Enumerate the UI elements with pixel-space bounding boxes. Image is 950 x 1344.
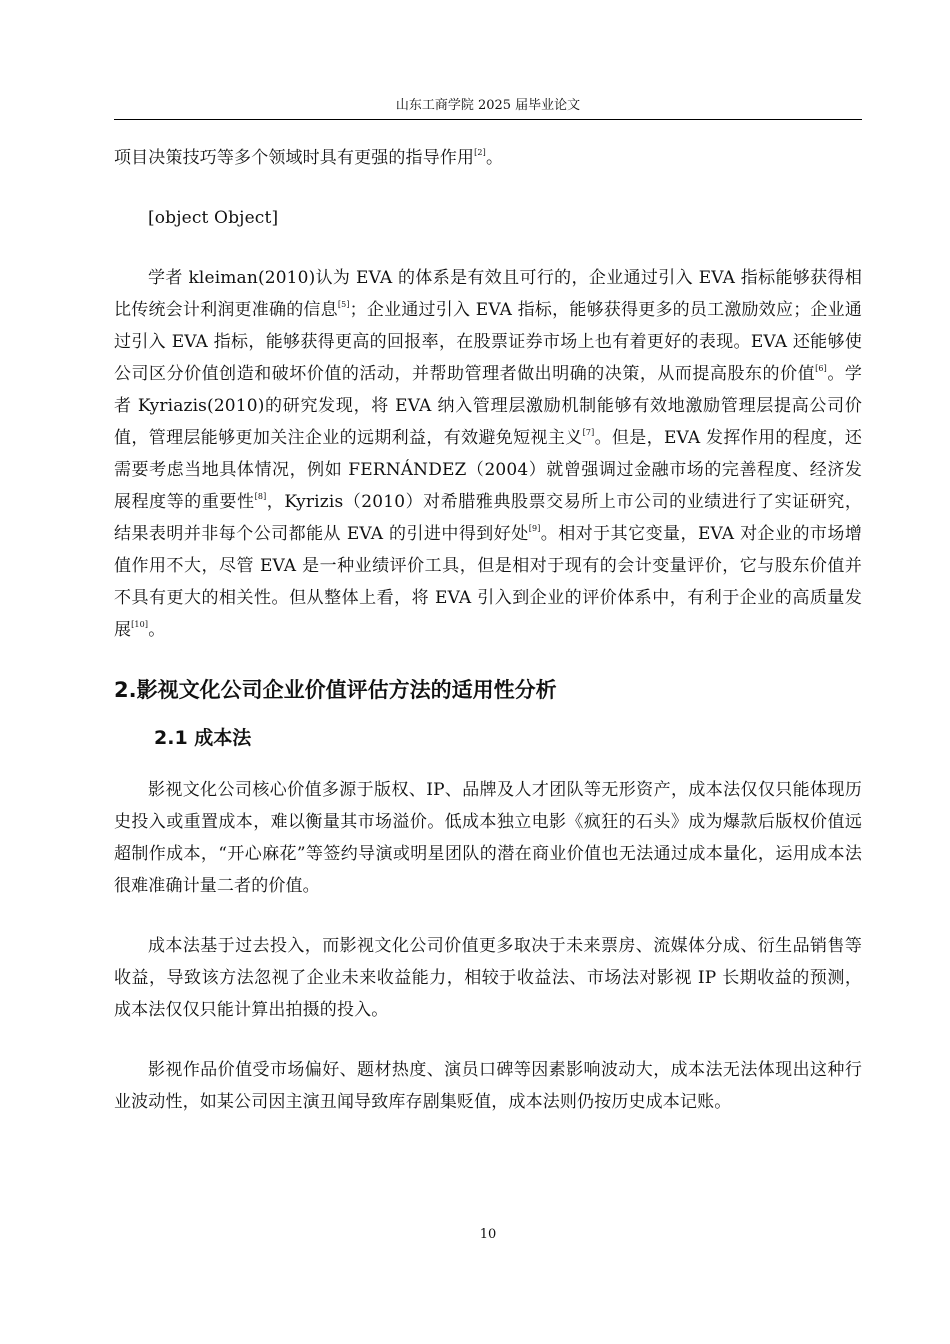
paragraph-text: 。但是，EVA 发挥作用的程度，还需要考虑当地具体情况，例如 FERNÁNDEZ（2004）就曾强调过金融市场的完善程度、经济发展程度等的重要性 [114,428,862,512]
paragraph-text: 。相对于其它变量，EVA 对企业的市场增值作用不大，尽管 EVA 是一种业绩评价工具，但是相对于现有的会计变量评价，它与股东价值并不具有更大的相关性。但从整体上看，将 EVA 引入到企业的评价体系中，有利于企业的高质量发展 [114,524,862,640]
section-heading: 2.影视文化公司企业价值评估方法的适用性分析 [114,678,557,702]
paragraph-future-income: 成本法基于过去投入，而影视文化公司价值更多取决于未来票房、流媒体分成、衍生品销售等收益，导致该方法忽视了企业未来收益能力，相较于收益法、市场法对影视 IP 长期收益的预测，成本法仅仅只能计算出拍摄的投入。 [114,936,862,1020]
citation-ref[interactable]: [5] [337,300,350,309]
page-number: 10 [479,1227,497,1242]
citation-ref[interactable]: [6] [815,364,827,373]
paragraph-text: 。学者 Kyriazis(2010)的研究发现，将 EVA 纳入管理层激励机制能够有效地激励管理层提高公司价值，管理层能够更加关注企业的远期利益，有效避免短视主义 [114,364,862,448]
citation-ref[interactable]: [9] [528,524,541,533]
citation-ref[interactable]: [2] [474,148,486,157]
paragraph-text: 。 [148,620,166,640]
paragraph-text: 学者 kleiman(2010)认为 EVA 的体系是有效且可行的，企业通过引入 EVA 指标能够获得相比传统会计利润更准确的信息 [114,268,862,320]
paragraph-text: ，Kyrizis（2010）对希腊雅典股票交易所上市公司的业绩进行了实证研究，结果表明并非每个公司都能从 EVA 的引进中得到好处 [114,492,863,544]
header-rule [114,119,862,120]
citation-ref[interactable]: [8] [254,492,267,501]
paragraph-text: 项目决策技巧等多个领域时具有更强的指导作用 [114,148,475,168]
page-header: 山东工商学院 2025 届毕业论文 [395,98,581,113]
paragraph-literature-review [114,262,862,646]
subsection-heading: 2.1 成本法 [154,727,252,749]
paragraph-text: 。 [485,148,504,168]
paragraph-volatility: 影视作品价值受市场偏好、题材热度、演员口碑等因素影响波动大，成本法无法体现出这种行业波动性，如某公司因主演丑闻导致库存剧集贬值，成本法则仍按历史成本记账。 [114,1060,862,1112]
citation-ref[interactable]: [7] [582,428,595,437]
paragraph-coca-cola: [object Object] [148,208,279,228]
paragraph-intangible-assets: 影视文化公司核心价值多源于版权、IP、品牌及人才团队等无形资产，成本法仅仅只能体现历史投入或重置成本，难以衡量其市场溢价。低成本独立电影《疯狂的石头》成为爆款后版权价值远超制作成本，“开心麻花”等签约导演或明星团队的潜在商业价值也无法通过成本量化，运用成本法很难准确计量二者的价值。 [114,780,862,896]
page-body [114,142,862,1146]
paragraph-continuation [114,142,862,174]
paragraph-text: ；企业通过引入 EVA 指标，能够获得更多的员工激励效应；企业通过引入 EVA 指标，能够获得更高的回报率，在股票证券市场上也有着更好的表现。EVA 还能够使公司区分价值创造和破坏价值的活动，并帮助管理者做出明确的决策，从而提高股东的价值 [114,300,863,384]
citation-ref[interactable]: [10] [131,620,149,629]
